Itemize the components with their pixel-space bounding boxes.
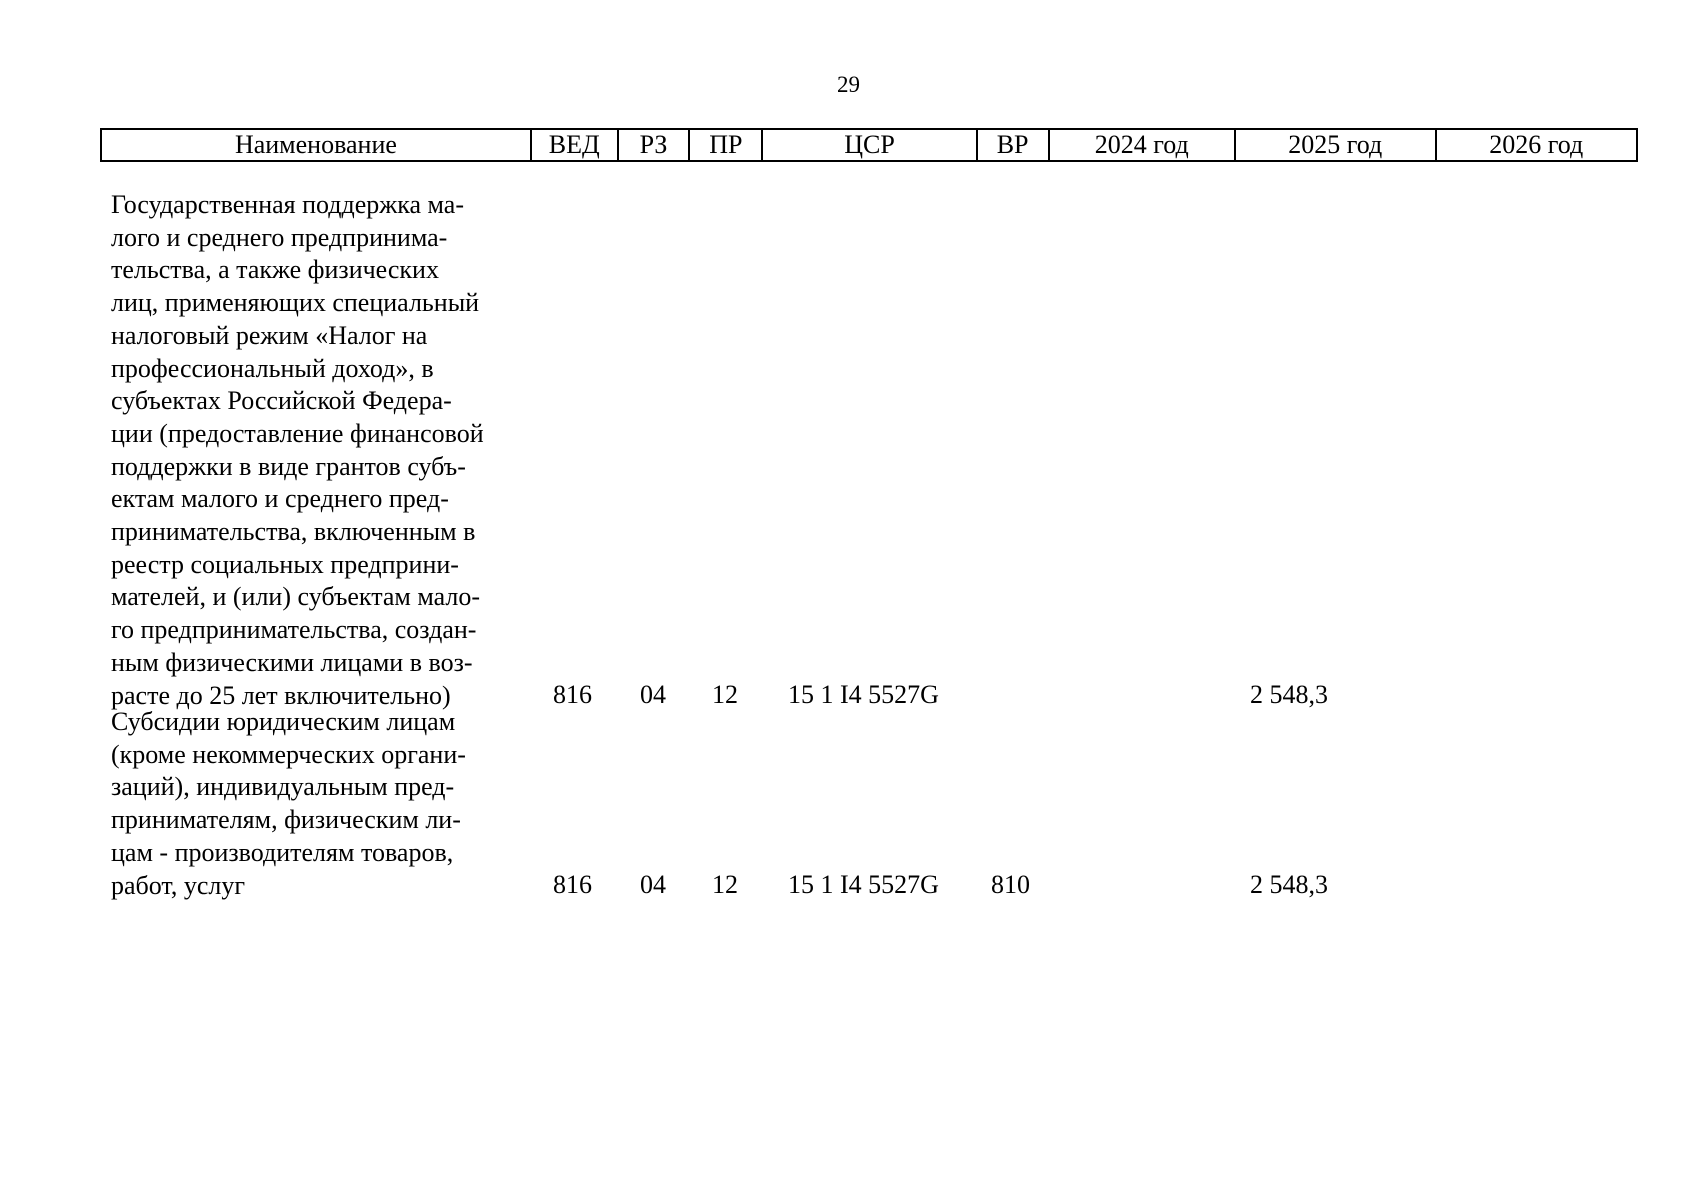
name-line: реестр социальных предприни- [111,549,459,579]
name-line: цам - производителям товаров, [111,837,454,867]
cell-csr: 15 1 I4 5527G [788,680,939,710]
row-name [111,706,531,902]
name-line: ции (предоставление финансовой [111,418,484,448]
name-line: ектам малого и среднего пред- [111,484,449,514]
header-csr: ЦСР [763,130,977,160]
name-line: налоговый режим «Налог на [111,320,428,350]
name-line: мателей, и (или) субъектам мало- [111,582,481,612]
name-line: расте до 25 лет включительно) [111,680,451,710]
table-row [100,189,1638,712]
name-line: тельства, а также физических [111,255,439,285]
name-line: (кроме некоммерческих органи- [111,739,466,769]
table-header [100,128,1638,162]
table-row [100,706,1638,902]
name-line: лиц, применяющих специальный [111,288,480,318]
cell-csr: 15 1 I4 5527G [788,870,939,900]
name-line: профессиональный доход», в [111,353,434,383]
name-line: заций), индивидуальным пред- [111,772,455,802]
name-line: поддержки в виде грантов субъ- [111,451,466,481]
header-2026: 2026 год [1489,130,1584,159]
name-line: Субсидии юридическим лицам [111,707,456,736]
page-number: 29 [837,72,860,97]
cell-ved: 816 [553,870,592,900]
cell-pr: 12 [712,870,738,900]
cell-vr: 810 [991,870,1030,900]
row-name [111,189,531,712]
header-ved: ВЕД [532,130,619,160]
name-line: принимательства, включенным в [111,517,476,547]
cell-2024: 2 548,3 [1250,870,1328,900]
name-line: работ, услуг [111,870,246,900]
name-line: Государственная поддержка ма- [111,190,464,219]
name-line: лого и среднего предпринима- [111,222,448,252]
header-rz: РЗ [619,130,691,160]
cell-rz: 04 [640,680,666,710]
name-line: субъектах Российской Федера- [111,386,452,416]
header-vr: ВР [978,130,1050,160]
header-pr: ПР [690,130,763,160]
cell-rz: 04 [640,870,666,900]
cell-pr: 12 [712,680,738,710]
name-line: ным физическими лицами в воз- [111,647,473,677]
name-line: принимателям, физическим ли- [111,805,461,835]
cell-ved: 816 [553,680,592,710]
header-name: Наименование [102,130,532,160]
cell-2024: 2 548,3 [1250,680,1328,710]
header-2025: 2025 год [1236,130,1436,160]
header-2024: 2024 год [1050,130,1237,160]
name-line: го предпринимательства, создан- [111,615,477,645]
